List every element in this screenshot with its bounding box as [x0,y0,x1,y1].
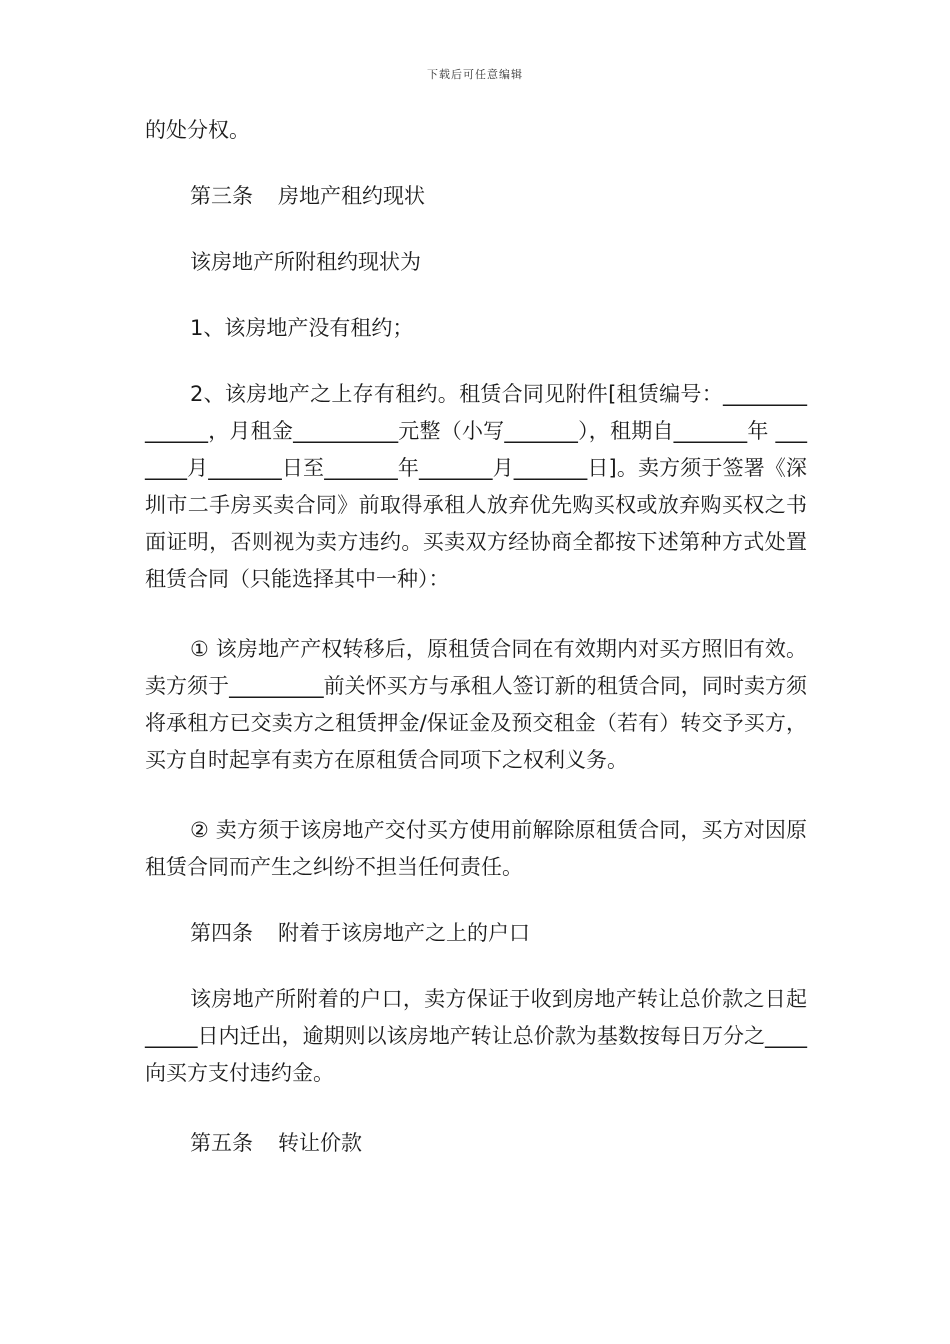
paragraph-lease-intro: 该房地产所附租约现状为 [190,250,421,274]
article-title: 附着于该房地产之上的户口 [278,921,530,945]
list-item-existing-lease: 2、该房地产之上存有租约。租赁合同见附件[租赁编号：______________，月租金__________元整（小写_______），租期自_______年 _______月_______日至_______年_______月_______日]。卖方须于签署《深圳市二手房买卖合同》前取得承租人放弃优先购买权或放弃购买权之书面证明，否则视为卖方违约。买卖双方经协商全都按下述第种方式处置租赁合同（只能选择其中一种）： [145,382,807,591]
paragraph-disposal-right: 的处分权。 [145,118,250,142]
document-body [145,112,807,1162]
article-number: 第三条 [190,184,253,208]
article-number: 第四条 [190,921,253,945]
list-item-no-lease: 1、该房地产没有租约； [190,316,414,340]
article-5-heading [145,1125,807,1162]
article-title: 转让价款 [278,1131,362,1155]
article-number: 第五条 [190,1131,253,1155]
paragraph-hukou: 该房地产所附着的户口，卖方保证于收到房地产转让总价款之日起_____日内迁出，逾期则以该房地产转让总价款为基数按每日万分之____向买方支付违约金。 [145,987,807,1085]
article-3-heading [145,178,807,215]
option-lease-continues: ① 该房地产产权转移后，原租赁合同在有效期内对买方照旧有效。卖方须于_________前关怀买方与承租人签订新的租赁合同，同时卖方须将承租方已交卖方之租赁押金/保证金及预交租金（若有）转交予买方，买方自时起享有卖方在原租赁合同项下之权利义务。 [145,637,807,772]
article-4-heading [145,915,807,952]
page-header-note: 下载后可任意编辑 [427,68,523,81]
option-lease-terminated: ② 卖方须于该房地产交付买方使用前解除原租赁合同，买方对因原租赁合同而产生之纠纷不担当任何责任。 [145,818,807,879]
article-title: 房地产租约现状 [278,184,425,208]
